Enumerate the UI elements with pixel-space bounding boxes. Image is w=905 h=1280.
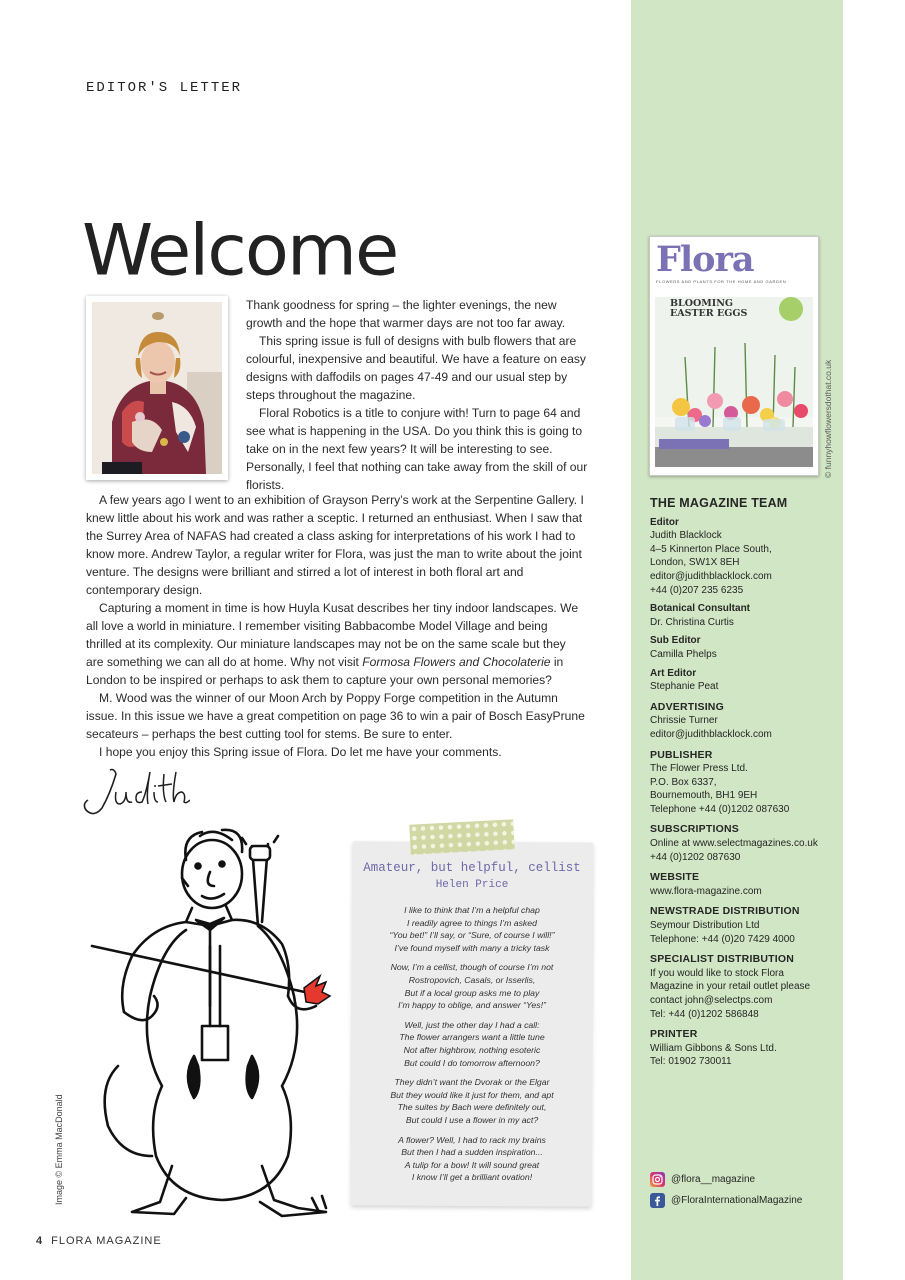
team-role: Sub Editor	[650, 635, 701, 647]
cover-headline	[670, 299, 747, 319]
letter-text: Capturing a moment in time is how Huyla Kusat describes her tiny indoor landscapes. We all love a world in miniature. I remember visiting Babbacombe Model Village and being thrilled at its complexity. Our miniature landscapes may not be on the same scale but they are something we can all do at home. Why not visit	[86, 601, 579, 669]
shop-name: Formosa Flowers and Chocolaterie	[362, 655, 551, 669]
cover-headline-line: EASTER EGGS	[670, 308, 748, 319]
team-email: editor@judithblacklock.com	[650, 570, 772, 582]
poem-line: I like to think that I’m a helpful chap	[404, 905, 540, 915]
team-line: William Gibbons & Sons Ltd.	[650, 1042, 777, 1054]
letter-main-column	[86, 491, 586, 761]
poem-author: Helen Price	[435, 879, 509, 891]
team-role: Botanical Consultant	[650, 603, 751, 615]
team-phone: +44 (0)1202 087630	[650, 851, 741, 863]
facebook-handle: @FloraInternationalMagazine	[671, 1195, 803, 1206]
poem-stanza	[352, 1019, 592, 1069]
team-line: Bournemouth, BH1 9EH	[650, 790, 758, 802]
poem-stanza	[352, 961, 592, 1011]
page-number: 4	[36, 1235, 44, 1247]
poem-stanza	[352, 904, 592, 954]
instagram-handle: @flora__magazine	[671, 1174, 756, 1185]
page-footer	[36, 1235, 162, 1247]
poem-line: But could I use a flower in my act?	[405, 1114, 539, 1125]
poem-line: Now, I’m a cellist, though of course I’m not	[390, 962, 554, 973]
team-role: Editor	[650, 516, 679, 528]
poem-stanza	[352, 1076, 592, 1126]
poem-line: I’m happy to oblige, and answer “Yes!”	[398, 1000, 546, 1011]
letter-paragraph: M. Wood was the winner of our Moon Arch by Poppy Forge competition in the Autumn issue. In this issue we have a great competition on page 36 to win a pair of Bosch EasyPrune secateurs – perhaps the best cutting tool for stems. Be sure to enter.	[86, 691, 585, 741]
team-line: P.O. Box 6337,	[650, 776, 717, 788]
editor-portrait	[86, 296, 228, 480]
team-line: London, SW1X 8EH	[650, 557, 740, 569]
poem-tape	[409, 819, 514, 854]
poem-line: A tulip for a bow! It will sound great	[404, 1159, 540, 1170]
team-line: Online at www.selectmagazines.co.uk	[650, 838, 818, 850]
team-line: Seymour Distribution Ltd	[650, 920, 760, 932]
poem-line: But they would like it just for them, and apt	[390, 1089, 554, 1100]
team-section-heading: ADVERTISING	[650, 700, 724, 713]
cover-photo-credit: © funnyhowflowersdothat.co.uk	[823, 359, 833, 478]
poem-line: Rostropovich, Casals, or Isserlis,	[408, 974, 536, 985]
letter-paragraph: Thank goodness for spring – the lighter evenings, the new growth and the hope that warmer days are not too far away.	[246, 298, 566, 330]
team-section-heading: PUBLISHER	[650, 748, 713, 761]
poem-line: The flower arrangers want a little tune	[399, 1032, 545, 1043]
poem-title: Amateur, but helpful, cellist	[363, 861, 581, 875]
page-title: Welcome	[82, 208, 398, 292]
cover-headline-line: BLOOMING	[670, 298, 734, 309]
website-link: www.flora-magazine.com	[650, 885, 762, 897]
team-section-heading: SUBSCRIPTIONS	[650, 823, 739, 836]
poem-line: I’ve found myself with many a tricky task	[394, 942, 550, 953]
letter-paragraph: Floral Robotics is a title to conjure with! Turn to page 64 and see what is happening in the USA. Do you think this is going to take on in the next few years? It will be interesting to see. Personally, I feel that nothing can take away from the skill of our florists.	[246, 406, 588, 492]
team-section-heading: NEWSTRADE DISTRIBUTION	[650, 905, 800, 918]
poem-line: A flower? Well, I had to rack my brains	[398, 1134, 546, 1145]
magazine-name: FLORA MAGAZINE	[51, 1235, 162, 1247]
letter-paragraph	[86, 599, 586, 689]
cover-masthead: Flora	[656, 239, 754, 280]
team-line: If you would like to stock Flora	[650, 967, 784, 979]
editor-signature	[80, 764, 190, 820]
team-phone: Telephone +44 (0)1202 087630	[650, 803, 790, 815]
team-line: Magazine in your retail outlet please	[650, 981, 811, 993]
team-phone: Tel: +44 (0)1202 586848	[650, 1008, 759, 1020]
team-section-heading: PRINTER	[650, 1028, 698, 1041]
poem-line: Not after highbrow, nothing esoteric	[403, 1044, 541, 1055]
team-line: 4–5 Kinnerton Place South,	[650, 543, 772, 555]
editor-photo	[92, 302, 222, 474]
letter-text: in London to be inspired or perhaps to ask them to capture your own personal memories?	[86, 655, 564, 687]
poem-line: The suites by Bach were definitely out,	[397, 1102, 547, 1113]
illustration-credit: Image © Emma MacDonald	[54, 1094, 64, 1205]
team-line: The Flower Press Ltd.	[650, 763, 748, 775]
team-line: contact john@selectps.com	[650, 995, 773, 1006]
facebook-handle-row	[650, 1193, 802, 1208]
letter-paragraph: A few years ago I went to an exhibition of Grayson Perry’s work at the Serpentine Gallery. I knew little about his work and was rather a sceptic. I returned an enthusiast. When I saw that the Surrey Area of NAFAS had created a class asking for interpretations of his work I had to know more. Andrew Taylor, a regular writer for Flora, was just the man to write about the joint venture. The designs were brilliant and stirred a lot of interest in both floral art and contemporary design.	[86, 493, 584, 597]
team-line: Chrissie Turner	[650, 715, 718, 727]
cellist-illustration	[82, 826, 344, 1220]
team-line: Dr. Christina Curtis	[650, 616, 734, 628]
team-line: Stephanie Peat	[650, 681, 719, 693]
instagram-handle-row	[650, 1172, 755, 1187]
team-section-heading: WEBSITE	[650, 871, 700, 884]
team-phone: +44 (0)207 235 6235	[650, 584, 744, 596]
poem-body	[352, 904, 592, 1191]
letter-paragraph: This spring issue is full of designs with bulb flowers that are colourful, inexpensive and beautiful. We have a feature on easy designs with daffodils on pages 47-49 and our usual step by steps throughout the magazine.	[246, 334, 586, 402]
cover-photo	[655, 297, 813, 467]
magazine-team	[650, 497, 840, 1069]
letter-intro-column	[246, 296, 588, 494]
poem-line: They didn’t want the Dvorak or the Elgar	[394, 1077, 550, 1088]
team-line: Judith Blacklock	[650, 530, 722, 542]
team-role: Art Editor	[650, 667, 697, 679]
poem-line: I know I’ll get a brilliant ovation!	[411, 1172, 533, 1183]
section-tag: EDITOR'S LETTER	[86, 80, 243, 96]
poem-line: But could I do tomorrow afternoon?	[404, 1057, 540, 1068]
team-phone: Telephone: +44 (0)20 7429 4000	[650, 933, 795, 945]
team-email: editor@judithblacklock.com	[650, 728, 772, 740]
poem-line: But then I had a sudden inspiration...	[401, 1147, 543, 1158]
team-phone: Tel: 01902 730011	[650, 1056, 732, 1068]
team-section-heading: SPECIALIST DISTRIBUTION	[650, 953, 795, 966]
cover-subtitle: FLOWERS AND PLANTS FOR THE HOME AND GARDEN	[656, 279, 787, 284]
letter-paragraph: I hope you enjoy this Spring issue of Flora. Do let me have your comments.	[99, 745, 502, 759]
poem-line: I readily agree to things I’m asked	[407, 917, 537, 928]
poem-line: Well, just the other day I had a call:	[404, 1019, 540, 1030]
poem-stanza	[352, 1134, 592, 1184]
team-line: Camilla Phelps	[650, 648, 717, 660]
magazine-cover	[649, 236, 819, 476]
poem-line: But if a local group asks me to play	[404, 987, 540, 998]
poem-line: “You bet!” I’ll say, or “Sure, of course I will!”	[389, 930, 555, 941]
facebook-icon	[650, 1193, 665, 1208]
team-heading: THE MAGAZINE TEAM	[650, 496, 788, 510]
instagram-icon	[650, 1172, 665, 1187]
